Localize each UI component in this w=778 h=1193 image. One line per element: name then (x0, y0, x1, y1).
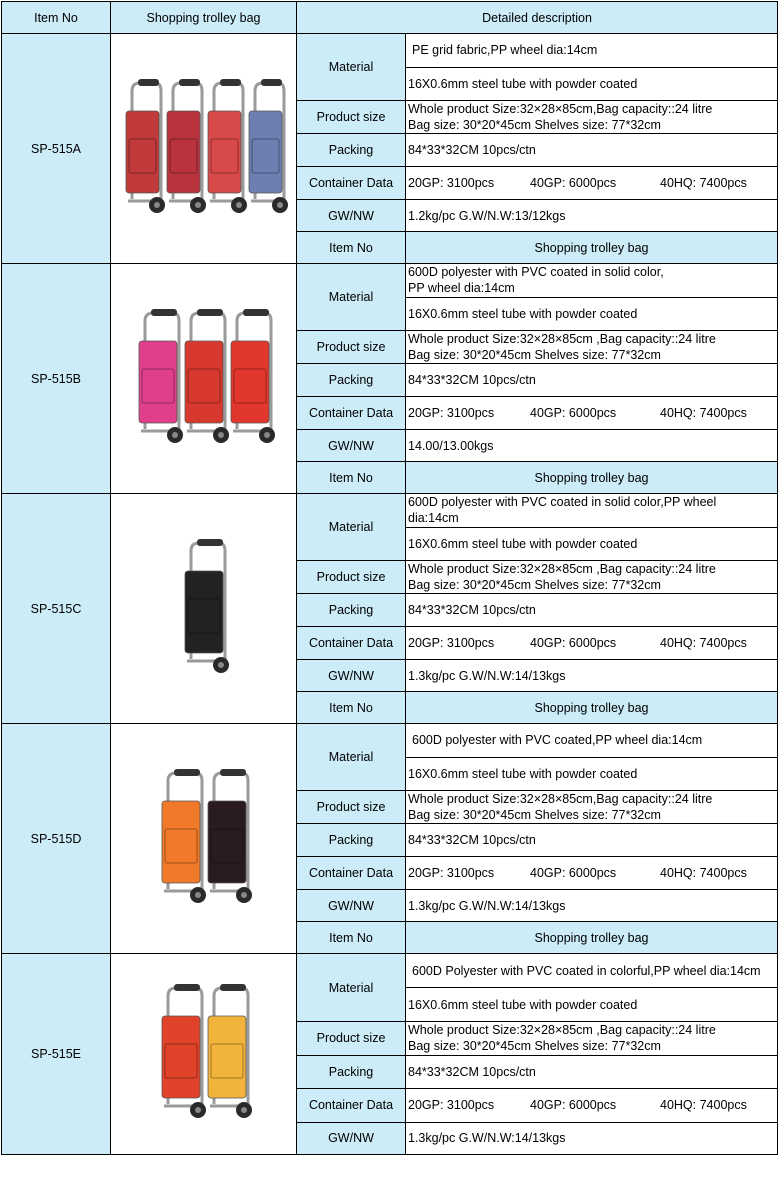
gw-value: 1.3kg/pc G.W/N.W:14/13kgs (406, 890, 778, 922)
table-row (2, 34, 778, 68)
size-line: Whole product Size:32×28×85cm,Bag capacity::24 litre (408, 102, 713, 116)
gw-value: 1.3kg/pc G.W/N.W:14/13kgs (406, 1122, 778, 1155)
product-spec-table (1, 1, 778, 1155)
container-40gp: 40GP: 6000pcs (530, 406, 617, 420)
table-row (2, 724, 778, 758)
container-20gp: 20GP: 3100pcs (408, 176, 495, 190)
product-image (111, 724, 297, 954)
trolley-bag-icon (208, 769, 252, 903)
container-label: Container Data (297, 857, 406, 890)
material-value (406, 264, 778, 298)
packing-value: 84*33*32CM 10pcs/ctn (406, 364, 778, 397)
container-40hq: 40HQ: 7400pcs (660, 866, 747, 880)
container-40gp: 40GP: 6000pcs (530, 176, 617, 190)
header-product: Shopping trolley bag (406, 232, 778, 264)
table-row (2, 264, 778, 298)
size-label: Product size (297, 331, 406, 364)
container-value (406, 167, 778, 200)
packing-value: 84*33*32CM 10pcs/ctn (406, 134, 778, 167)
container-40hq: 40HQ: 7400pcs (660, 176, 747, 190)
size-label: Product size (297, 1022, 406, 1056)
item-number: SP-515A (2, 34, 111, 264)
container-value (406, 857, 778, 890)
container-label: Container Data (297, 167, 406, 200)
trolley-bag-icon (162, 984, 206, 1118)
size-line: Whole product Size:32×28×85cm,Bag capacity::24 litre (408, 792, 713, 806)
size-line: Bag size: 30*20*45cm Shelves size: 77*32cm (408, 118, 661, 132)
trolley-bag-icon (185, 539, 229, 673)
table-row (2, 494, 778, 528)
header-product: Shopping trolley bag (406, 462, 778, 494)
packing-label: Packing (297, 594, 406, 627)
header-description: Detailed description (297, 2, 778, 34)
packing-label: Packing (297, 1055, 406, 1089)
trolley-bag-icon (208, 79, 247, 213)
material-value (406, 494, 778, 528)
gw-label: GW/NW (297, 1122, 406, 1155)
container-20gp: 20GP: 3100pcs (408, 636, 495, 650)
material-line: 600D polyester with PVC coated in solid color, (408, 265, 664, 280)
gw-label: GW/NW (297, 430, 406, 462)
header-item-no: Item No (297, 232, 406, 264)
packing-label: Packing (297, 364, 406, 397)
material-line: PP wheel dia:14cm (408, 281, 515, 296)
gw-value: 14.00/13.00kgs (406, 430, 778, 462)
container-20gp: 20GP: 3100pcs (408, 1098, 495, 1113)
packing-label: Packing (297, 134, 406, 167)
size-line: Whole product Size:32×28×85cm ,Bag capacity::24 litre (408, 1023, 716, 1038)
container-20gp: 20GP: 3100pcs (408, 866, 495, 880)
size-label: Product size (297, 791, 406, 824)
material-line: 600D polyester with PVC coated,PP wheel dia:14cm (412, 733, 703, 748)
container-label: Container Data (297, 627, 406, 660)
container-20gp: 20GP: 3100pcs (408, 406, 495, 420)
trolley-bag-icon (231, 309, 275, 443)
gw-label: GW/NW (297, 200, 406, 232)
container-40hq: 40HQ: 7400pcs (660, 1098, 747, 1113)
size-line: Bag size: 30*20*45cm Shelves size: 77*32cm (408, 578, 661, 592)
size-value (406, 561, 778, 594)
product-image (111, 264, 297, 494)
trolley-bag-icon (126, 79, 165, 213)
item-number: SP-515E (2, 954, 111, 1155)
gw-label: GW/NW (297, 890, 406, 922)
size-line: Whole product Size:32×28×85cm ,Bag capacity::24 litre (408, 332, 716, 346)
header-item-no: Item No (297, 922, 406, 954)
container-value (406, 1089, 778, 1123)
container-40gp: 40GP: 6000pcs (530, 636, 617, 650)
tube-value: 16X0.6mm steel tube with powder coated (406, 757, 778, 791)
product-image (111, 494, 297, 724)
size-value (406, 101, 778, 134)
container-40hq: 40HQ: 7400pcs (660, 406, 747, 420)
trolley-bag-icon (139, 309, 183, 443)
packing-value: 84*33*32CM 10pcs/ctn (406, 824, 778, 857)
container-40hq: 40HQ: 7400pcs (660, 636, 747, 650)
product-image (111, 954, 297, 1155)
container-40gp: 40GP: 6000pcs (530, 1098, 617, 1113)
material-label: Material (297, 34, 406, 101)
size-value (406, 331, 778, 364)
header-product: Shopping trolley bag (111, 2, 297, 34)
material-label: Material (297, 724, 406, 791)
container-label: Container Data (297, 1089, 406, 1123)
size-label: Product size (297, 101, 406, 134)
header-product: Shopping trolley bag (406, 692, 778, 724)
packing-value: 84*33*32CM 10pcs/ctn (406, 1055, 778, 1089)
header-item-no: Item No (297, 462, 406, 494)
container-40gp: 40GP: 6000pcs (530, 866, 617, 880)
product-image (111, 34, 297, 264)
header-row (2, 2, 778, 34)
header-item-no: Item No (2, 2, 111, 34)
trolley-bag-icon (162, 769, 206, 903)
size-value (406, 1022, 778, 1056)
material-line: PE grid fabric,PP wheel dia:14cm (412, 43, 598, 58)
gw-value: 1.3kg/pc G.W/N.W:14/13kgs (406, 660, 778, 692)
material-label: Material (297, 954, 406, 1022)
header-product: Shopping trolley bag (406, 922, 778, 954)
material-line: 600D polyester with PVC coated in solid color,PP wheel (408, 495, 717, 510)
material-line: dia:14cm (408, 511, 459, 526)
container-label: Container Data (297, 397, 406, 430)
size-line: Bag size: 30*20*45cm Shelves size: 77*32cm (408, 808, 661, 822)
item-number: SP-515C (2, 494, 111, 724)
container-value (406, 397, 778, 430)
size-line: Bag size: 30*20*45cm Shelves size: 77*32cm (408, 1039, 661, 1054)
container-value (406, 627, 778, 660)
gw-label: GW/NW (297, 660, 406, 692)
material-line: 600D Polyester with PVC coated in colorful,PP wheel dia:14cm (412, 963, 761, 978)
trolley-bag-icon (185, 309, 229, 443)
trolley-bag-icon (167, 79, 206, 213)
tube-value: 16X0.6mm steel tube with powder coated (406, 988, 778, 1022)
material-label: Material (297, 264, 406, 331)
gw-value: 1.2kg/pc G.W/N.W:13/12kgs (406, 200, 778, 232)
size-label: Product size (297, 561, 406, 594)
material-value (406, 954, 778, 988)
size-line: Whole product Size:32×28×85cm ,Bag capacity::24 litre (408, 562, 716, 576)
tube-value: 16X0.6mm steel tube with powder coated (406, 297, 778, 331)
packing-label: Packing (297, 824, 406, 857)
item-number: SP-515B (2, 264, 111, 494)
material-label: Material (297, 494, 406, 561)
packing-value: 84*33*32CM 10pcs/ctn (406, 594, 778, 627)
item-number: SP-515D (2, 724, 111, 954)
trolley-bag-icon (249, 79, 288, 213)
tube-value: 16X0.6mm steel tube with powder coated (406, 527, 778, 561)
trolley-bag-icon (208, 984, 252, 1118)
header-item-no: Item No (297, 692, 406, 724)
size-value (406, 791, 778, 824)
tube-value: 16X0.6mm steel tube with powder coated (406, 67, 778, 101)
material-value (406, 34, 778, 68)
material-value (406, 724, 778, 758)
table-row (2, 954, 778, 988)
size-line: Bag size: 30*20*45cm Shelves size: 77*32cm (408, 348, 661, 362)
